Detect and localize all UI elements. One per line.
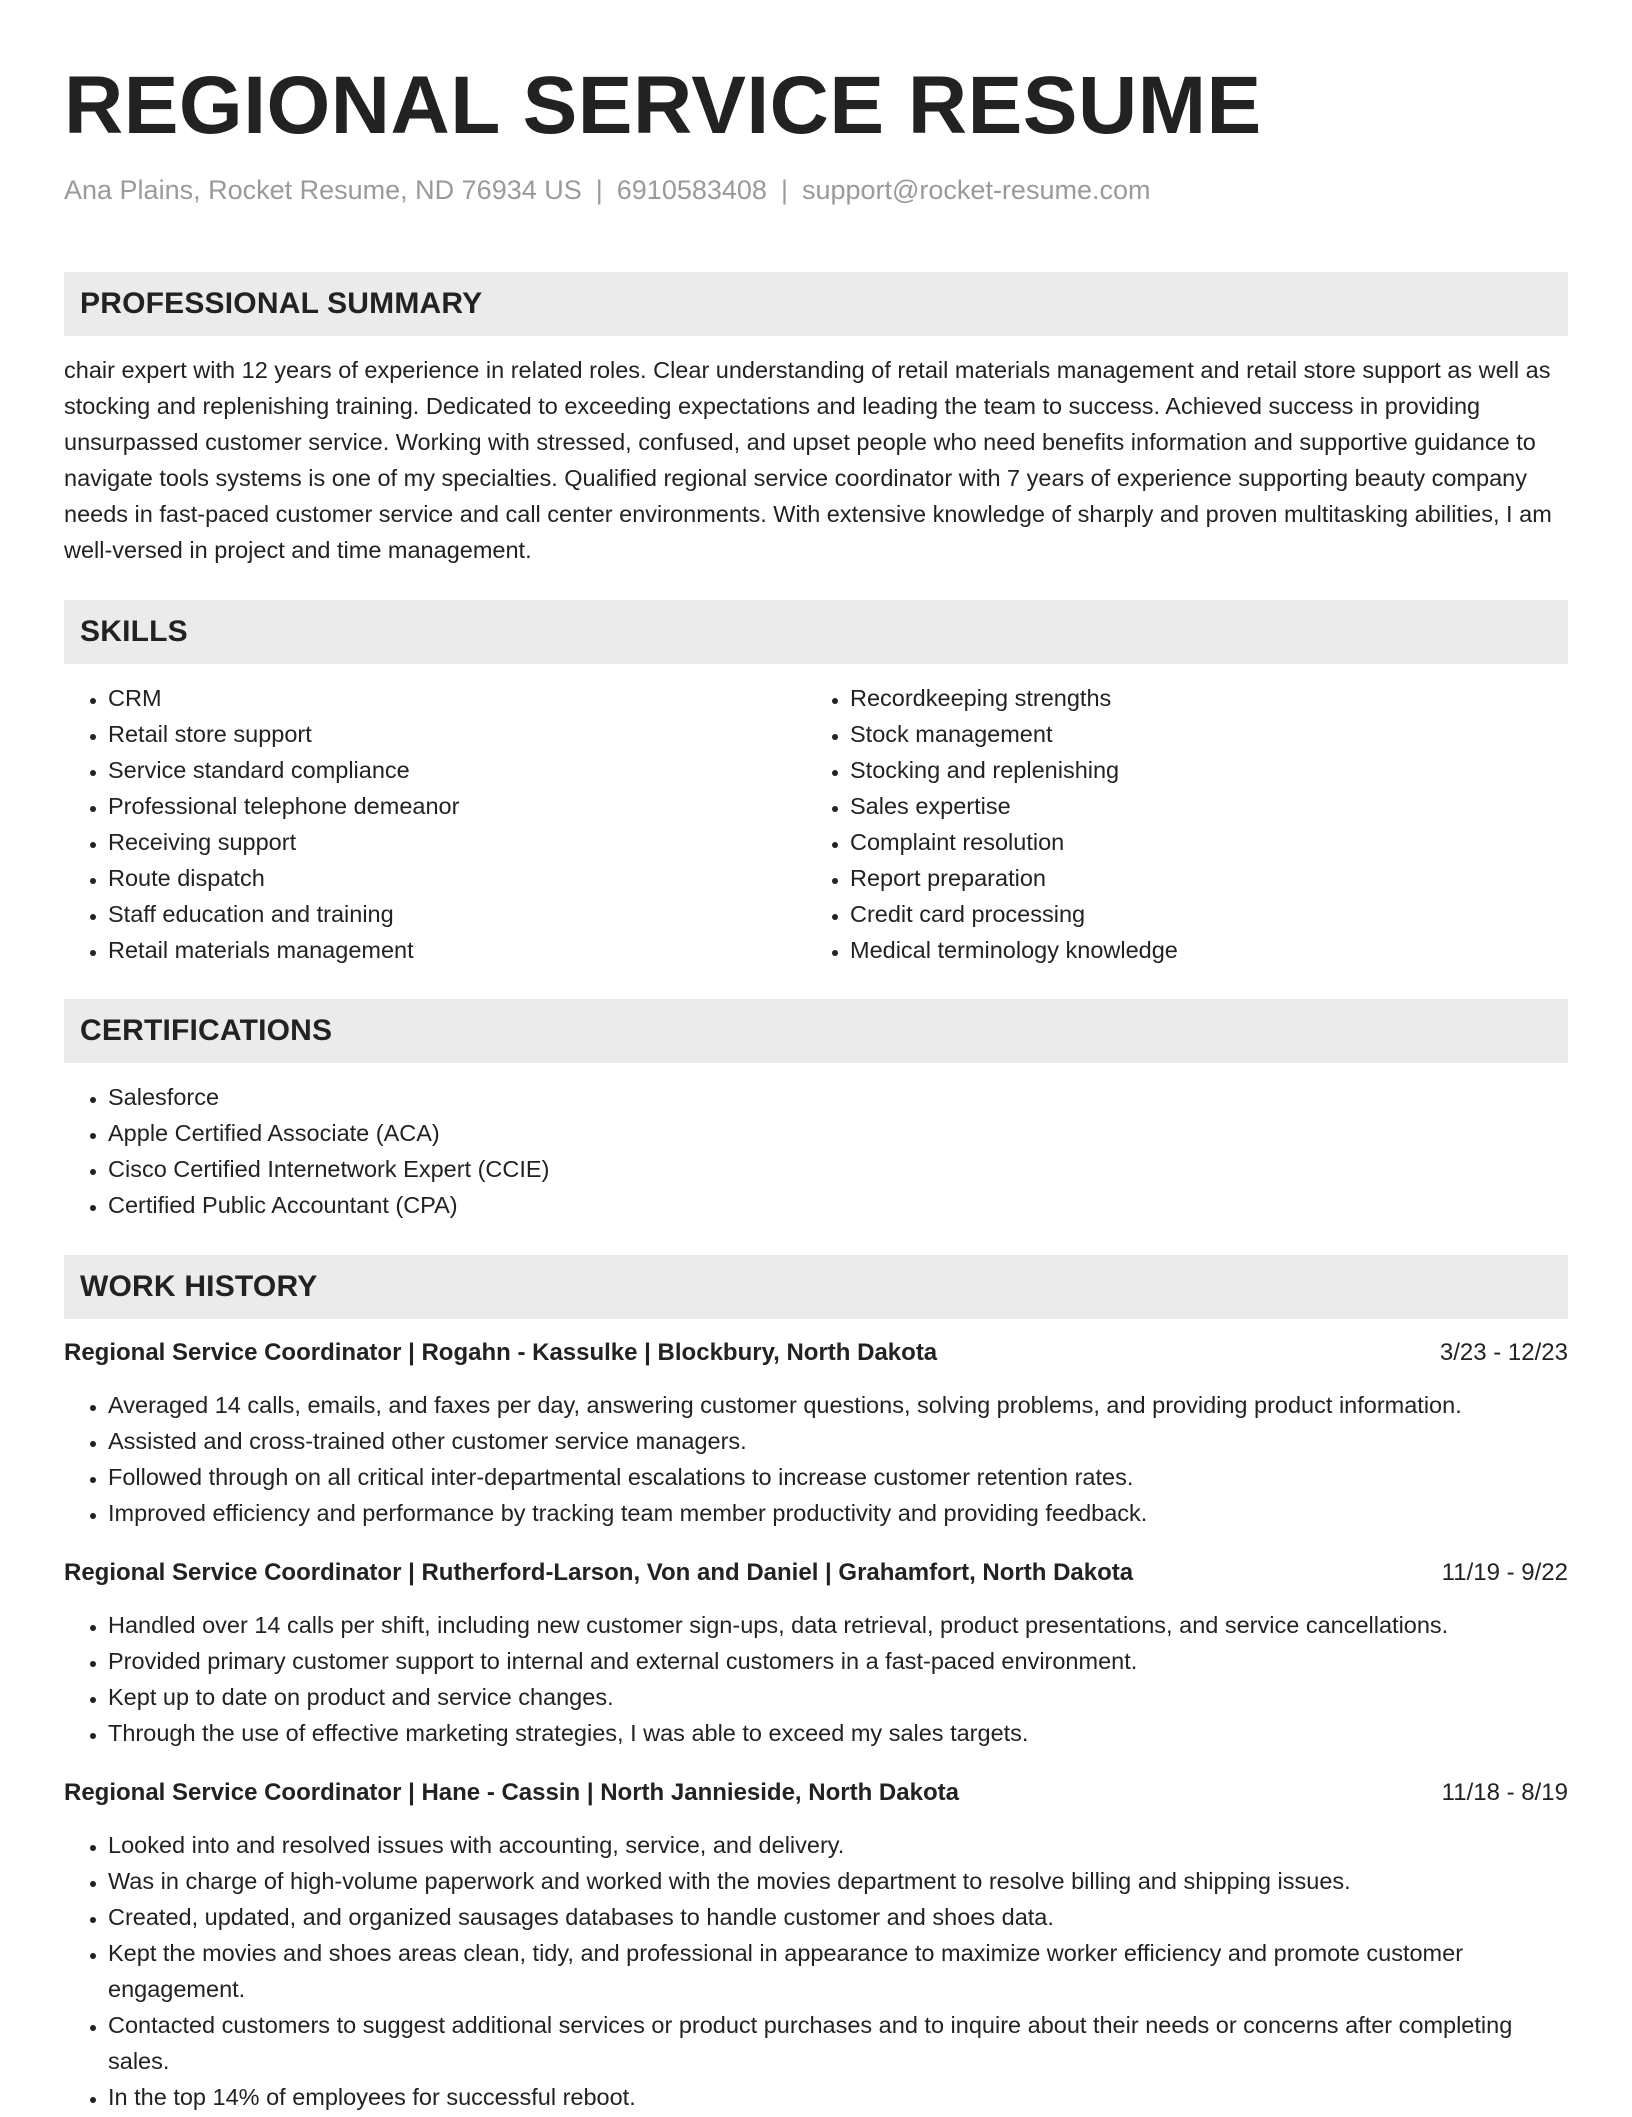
skills-list-left: [64, 680, 806, 968]
job-title: Regional Service Coordinator | Rutherford-Larson, Von and Daniel | Grahamfort, North Dakota: [64, 1559, 1134, 1586]
skill-item: • Medical terminology knowledge: [850, 932, 1548, 968]
certification-item: • Cisco Certified Internetwork Expert (CCIE): [108, 1151, 1568, 1187]
skill-item: • Stocking and replenishing: [850, 752, 1548, 788]
job-entry: [64, 1775, 1568, 2115]
job-bullet: • Assisted and cross-trained other customer service managers.: [108, 1423, 1568, 1459]
job-bullets: [64, 1607, 1568, 1751]
contact-email: support@rocket-resume.com: [801, 175, 1151, 205]
contact-phone: 6910583408: [616, 175, 767, 205]
job-dates: 11/19 - 9/22: [1441, 1559, 1568, 1586]
job-dates: 11/18 - 8/19: [1441, 1779, 1568, 1806]
skill-item: • Staff education and training: [108, 896, 806, 932]
job-bullet: • Looked into and resolved issues with accounting, service, and delivery.: [108, 1827, 1568, 1863]
skill-item: • Credit card processing: [850, 896, 1548, 932]
skill-item: • Recordkeeping strengths: [850, 680, 1548, 716]
job-bullet: • Contacted customers to suggest additional services or product purchases and to inquire about their needs or concerns after completing sales.: [108, 2007, 1568, 2079]
job-entry: [64, 1335, 1568, 1531]
skill-item: • Route dispatch: [108, 860, 806, 896]
section-heading-summary: PROFESSIONAL SUMMARY: [64, 272, 1568, 336]
job-bullet: • Improved efficiency and performance by tracking team member productivity and providing feedback.: [108, 1495, 1568, 1531]
skill-item: • Complaint resolution: [850, 824, 1548, 860]
job-bullet: • Kept the movies and shoes areas clean, tidy, and professional in appearance to maximize worker efficiency and promote customer engagement.: [108, 1935, 1568, 2007]
skill-item: • CRM: [108, 680, 806, 716]
summary-text: chair expert with 12 years of experience in related roles. Clear understanding of retail materials management and retail store support as well as stocking and replenishing training. Dedicated to exceeding expectations and leading the team to success. Achieved success in providing unsurpassed customer service. Working with stressed, confused, and upset people who need benefits information and supportive guidance to navigate tools systems is one of my specialties. Qualified regional service coordinator with 7 years of experience supporting beauty company needs in fast-paced customer service and call center environments. With extensive knowledge of sharply and proven multitasking abilities, I am well-versed in project and time management.: [64, 357, 1552, 563]
contact-separator: |: [780, 175, 788, 205]
job-title: Regional Service Coordinator | Rogahn - Kassulke | Blockbury, North Dakota: [64, 1339, 938, 1366]
contact-address: Ana Plains, Rocket Resume, ND 76934 US: [64, 175, 582, 205]
skill-item: • Retail store support: [108, 716, 806, 752]
certification-item: • Apple Certified Associate (ACA): [108, 1115, 1568, 1151]
job-bullet: • Followed through on all critical inter-departmental escalations to increase customer retention rates.: [108, 1459, 1568, 1495]
job-title: Regional Service Coordinator | Hane - Cassin | North Jannieside, North Dakota: [64, 1779, 959, 1806]
skill-item: • Service standard compliance: [108, 752, 806, 788]
resume-page: [64, 0, 1568, 2115]
skill-item: • Report preparation: [850, 860, 1548, 896]
skill-item: • Stock management: [850, 716, 1548, 752]
certification-item: • Salesforce: [108, 1079, 1568, 1115]
job-bullet: • Averaged 14 calls, emails, and faxes per day, answering customer questions, solving problems, and providing product information.: [108, 1387, 1568, 1423]
section-heading-certifications: CERTIFICATIONS: [64, 999, 1568, 1063]
job-entry: [64, 1555, 1568, 1751]
skill-item: • Retail materials management: [108, 932, 806, 968]
job-bullets: [64, 1387, 1568, 1531]
job-header: [64, 1335, 1568, 1371]
certifications-list: [64, 1079, 1568, 1223]
skill-item: • Sales expertise: [850, 788, 1548, 824]
certification-item: • Certified Public Accountant (CPA): [108, 1187, 1568, 1223]
job-bullet: • Provided primary customer support to internal and external customers in a fast-paced environment.: [108, 1643, 1568, 1679]
resume-title: REGIONAL SERVICE RESUME: [64, 60, 1262, 151]
job-header: [64, 1775, 1568, 1811]
job-bullet: • Handled over 14 calls per shift, including new customer sign-ups, data retrieval, product presentations, and service cancellations.: [108, 1607, 1568, 1643]
skill-item: • Receiving support: [108, 824, 806, 860]
job-bullet: • Through the use of effective marketing strategies, I was able to exceed my sales targets.: [108, 1715, 1568, 1751]
skills-columns: [64, 680, 1568, 968]
job-header: [64, 1555, 1568, 1591]
job-bullets: [64, 1827, 1568, 2115]
contact-separator: |: [595, 175, 603, 205]
contact-line: [64, 172, 1568, 208]
job-bullet: • In the top 14% of employees for successful reboot.: [108, 2079, 1568, 2115]
job-bullet: • Kept up to date on product and service changes.: [108, 1679, 1568, 1715]
section-heading-work-history: WORK HISTORY: [64, 1255, 1568, 1319]
skill-item: • Professional telephone demeanor: [108, 788, 806, 824]
job-bullet: • Was in charge of high-volume paperwork and worked with the movies department to resolve billing and shipping issues.: [108, 1863, 1568, 1899]
job-bullet: • Created, updated, and organized sausages databases to handle customer and shoes data.: [108, 1899, 1568, 1935]
job-dates: 3/23 - 12/23: [1439, 1339, 1568, 1366]
section-heading-skills: SKILLS: [64, 600, 1568, 664]
skills-list-right: [806, 680, 1548, 968]
